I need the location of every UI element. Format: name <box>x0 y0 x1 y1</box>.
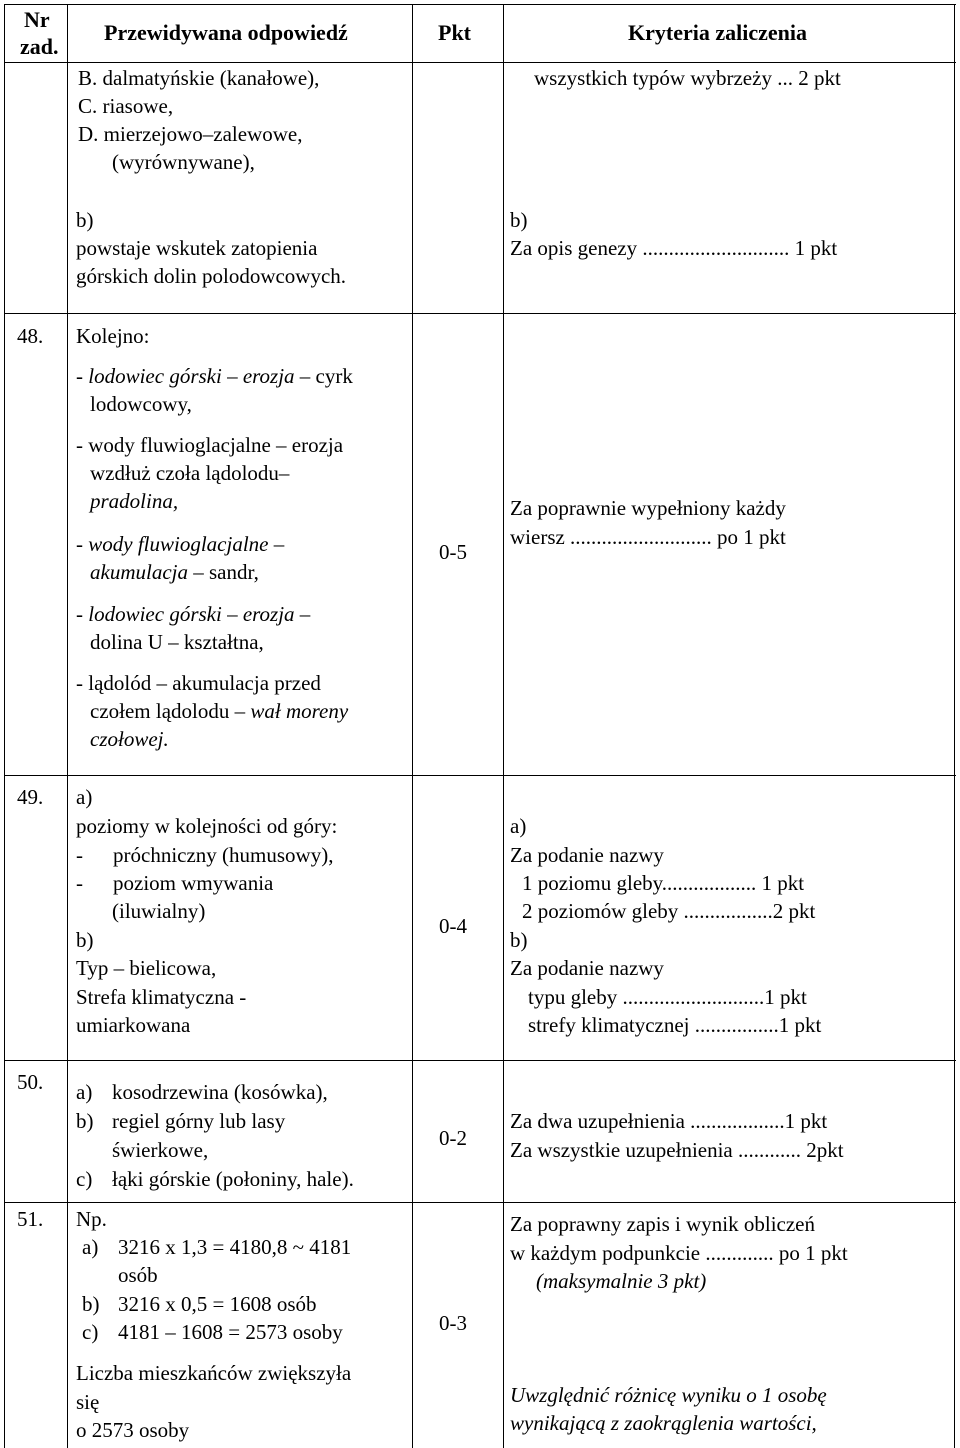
answer-line: o 2573 osoby <box>76 1418 190 1442</box>
answer-line <box>90 558 259 586</box>
answer-line: dolina U – kształtna, <box>90 630 264 654</box>
answer-line: 4181 – 1608 = 2573 osoby <box>118 1320 343 1344</box>
row-divider-48 <box>4 313 956 314</box>
criteria-line: strefy klimatycznej ................1 pkt <box>528 1013 822 1037</box>
criteria-line: Za poprawny zapis i wynik obliczeń <box>510 1212 815 1236</box>
header-zad: zad. <box>20 34 59 59</box>
row-divider-49 <box>4 775 956 776</box>
answer-label: b) <box>76 928 94 952</box>
points-48: 0-5 <box>439 540 467 564</box>
answer-line: łąki górskie (połoniny, hale). <box>112 1167 354 1191</box>
header-nr: Nr <box>24 7 50 32</box>
answer-label: c) <box>82 1320 99 1344</box>
cont-answer-line: C. riasowe, <box>78 94 174 118</box>
answer-text: cyrk <box>315 364 353 388</box>
answer-label: a) <box>76 785 93 809</box>
row-divider-50 <box>4 1060 956 1061</box>
answer-line <box>90 697 348 725</box>
answer-text: czołem lądolodu – <box>90 699 246 723</box>
cont-criteria-line: wszystkich typów wybrzeży ... 2 pkt <box>534 66 841 90</box>
answer-line: - wody fluwioglacjalne – erozja <box>76 433 344 457</box>
cont-answer-line: powstaje wskutek zatopienia <box>76 236 318 260</box>
column-border-answer <box>412 4 413 1448</box>
criteria-line: Za podanie nazwy <box>510 956 664 980</box>
question-number-51: 51. <box>17 1207 44 1231</box>
answer-dash: - <box>76 871 83 895</box>
criteria-label: a) <box>510 814 527 838</box>
answer-line: lodowcowy, <box>90 392 192 416</box>
answer-line: Liczba mieszkańców zwiększyła <box>76 1361 352 1385</box>
criteria-line: Za wszystkie uzupełnienia ............ 2pkt <box>510 1138 844 1162</box>
table-top-border <box>4 4 956 5</box>
answer-line: poziom wmywania <box>113 871 274 895</box>
column-border-right <box>954 4 955 1448</box>
answer-intro: Kolejno: <box>76 324 150 348</box>
answer-line: - lądolód – akumulacja przed <box>76 671 321 695</box>
points-49: 0-4 <box>439 914 467 938</box>
cont-answer-line: górskich dolin polodowcowych. <box>76 264 347 288</box>
answer-line <box>76 600 310 628</box>
answer-line: wzdłuż czoła lądolodu– <box>90 461 290 485</box>
cont-answer-label: b) <box>76 208 94 232</box>
answer-text: sandr, <box>208 560 259 584</box>
answer-line: osób <box>118 1263 158 1287</box>
answer-italic: wody fluwioglacjalne – <box>88 532 285 556</box>
criteria-line: 2 poziomów gleby .................2 pkt <box>522 899 816 923</box>
answer-italic: lodowiec górski – erozja – <box>88 602 311 626</box>
question-number-49: 49. <box>17 785 44 809</box>
answer-line: kosodrzewina (kosówka), <box>112 1080 328 1104</box>
criteria-label: b) <box>510 928 528 952</box>
criteria-line: Za podanie nazwy <box>510 843 664 867</box>
cont-answer-line: (wyrównywane), <box>112 150 255 174</box>
dash: - <box>76 532 83 556</box>
header-points: Pkt <box>438 20 471 45</box>
answer-label: c) <box>76 1167 93 1191</box>
answer-label: b) <box>82 1292 100 1316</box>
criteria-line: typu gleby ...........................1 pkt <box>528 985 807 1009</box>
answer-line: czołowej. <box>90 727 169 751</box>
dash: - <box>76 364 83 388</box>
cont-criteria-label: b) <box>510 208 528 232</box>
answer-line: Strefa klimatyczna - <box>76 985 247 1009</box>
header-answer: Przewidywana odpowiedź <box>104 20 348 45</box>
answer-label: a) <box>82 1235 99 1259</box>
criteria-line: 1 poziomu gleby.................. 1 pkt <box>522 871 805 895</box>
answer-line: umiarkowana <box>76 1013 191 1037</box>
answer-label: b) <box>76 1109 94 1133</box>
criteria-line: wynikającą z zaokrąglenia wartości, <box>510 1411 817 1435</box>
criteria-line: Za poprawnie wypełniony każdy <box>510 496 786 520</box>
header-divider <box>4 62 956 63</box>
answer-italic: wał moreny <box>250 699 349 723</box>
cont-answer-line: B. dalmatyńskie (kanałowe), <box>78 66 320 90</box>
criteria-line: Uwzględnić różnicę wyniku o 1 osobę <box>510 1383 827 1407</box>
answer-line <box>76 362 353 390</box>
answer-line: regiel górny lub lasy <box>112 1109 286 1133</box>
criteria-line: (maksymalnie 3 pkt) <box>536 1269 707 1293</box>
answer-line: się <box>76 1390 100 1414</box>
answer-line: Typ – bielicowa, <box>76 956 217 980</box>
answer-line: (iluwialny) <box>112 899 206 923</box>
header-criteria: Kryteria zaliczenia <box>628 20 807 45</box>
dash: - <box>76 602 83 626</box>
criteria-line: wiersz ........................... po 1 pkt <box>510 525 786 549</box>
criteria-line: w każdym podpunkcie ............. po 1 pkt <box>510 1241 848 1265</box>
answer-dash: - <box>76 843 83 867</box>
question-number-48: 48. <box>17 324 44 348</box>
answer-line: próchniczny (humusowy), <box>113 843 334 867</box>
points-50: 0-2 <box>439 1126 467 1150</box>
answer-line: 3216 x 1,3 = 4180,8 ~ 4181 <box>118 1235 352 1259</box>
row-divider-51 <box>4 1202 956 1203</box>
cont-criteria-line: Za opis genezy ............................ 1 pkt <box>510 236 838 260</box>
answer-line <box>76 530 284 558</box>
answer-line: 3216 x 0,5 = 1608 osób <box>118 1292 317 1316</box>
answer-line: świerkowe, <box>112 1138 209 1162</box>
column-border-nr <box>67 4 68 1448</box>
question-number-50: 50. <box>17 1070 44 1094</box>
criteria-line: Za dwa uzupełnienia ..................1 pkt <box>510 1109 828 1133</box>
answer-line: pradolina, <box>90 489 179 513</box>
points-51: 0-3 <box>439 1311 467 1335</box>
answer-intro: Np. <box>76 1207 107 1231</box>
answer-label: a) <box>76 1080 93 1104</box>
answer-line: poziomy w kolejności od góry: <box>76 814 338 838</box>
column-border-points <box>503 4 504 1448</box>
answer-italic: akumulacja – <box>90 560 204 584</box>
cont-answer-line: D. mierzejowo–zalewowe, <box>78 122 303 146</box>
answer-italic: lodowiec górski – erozja – <box>88 364 311 388</box>
column-border-left <box>4 4 5 1448</box>
